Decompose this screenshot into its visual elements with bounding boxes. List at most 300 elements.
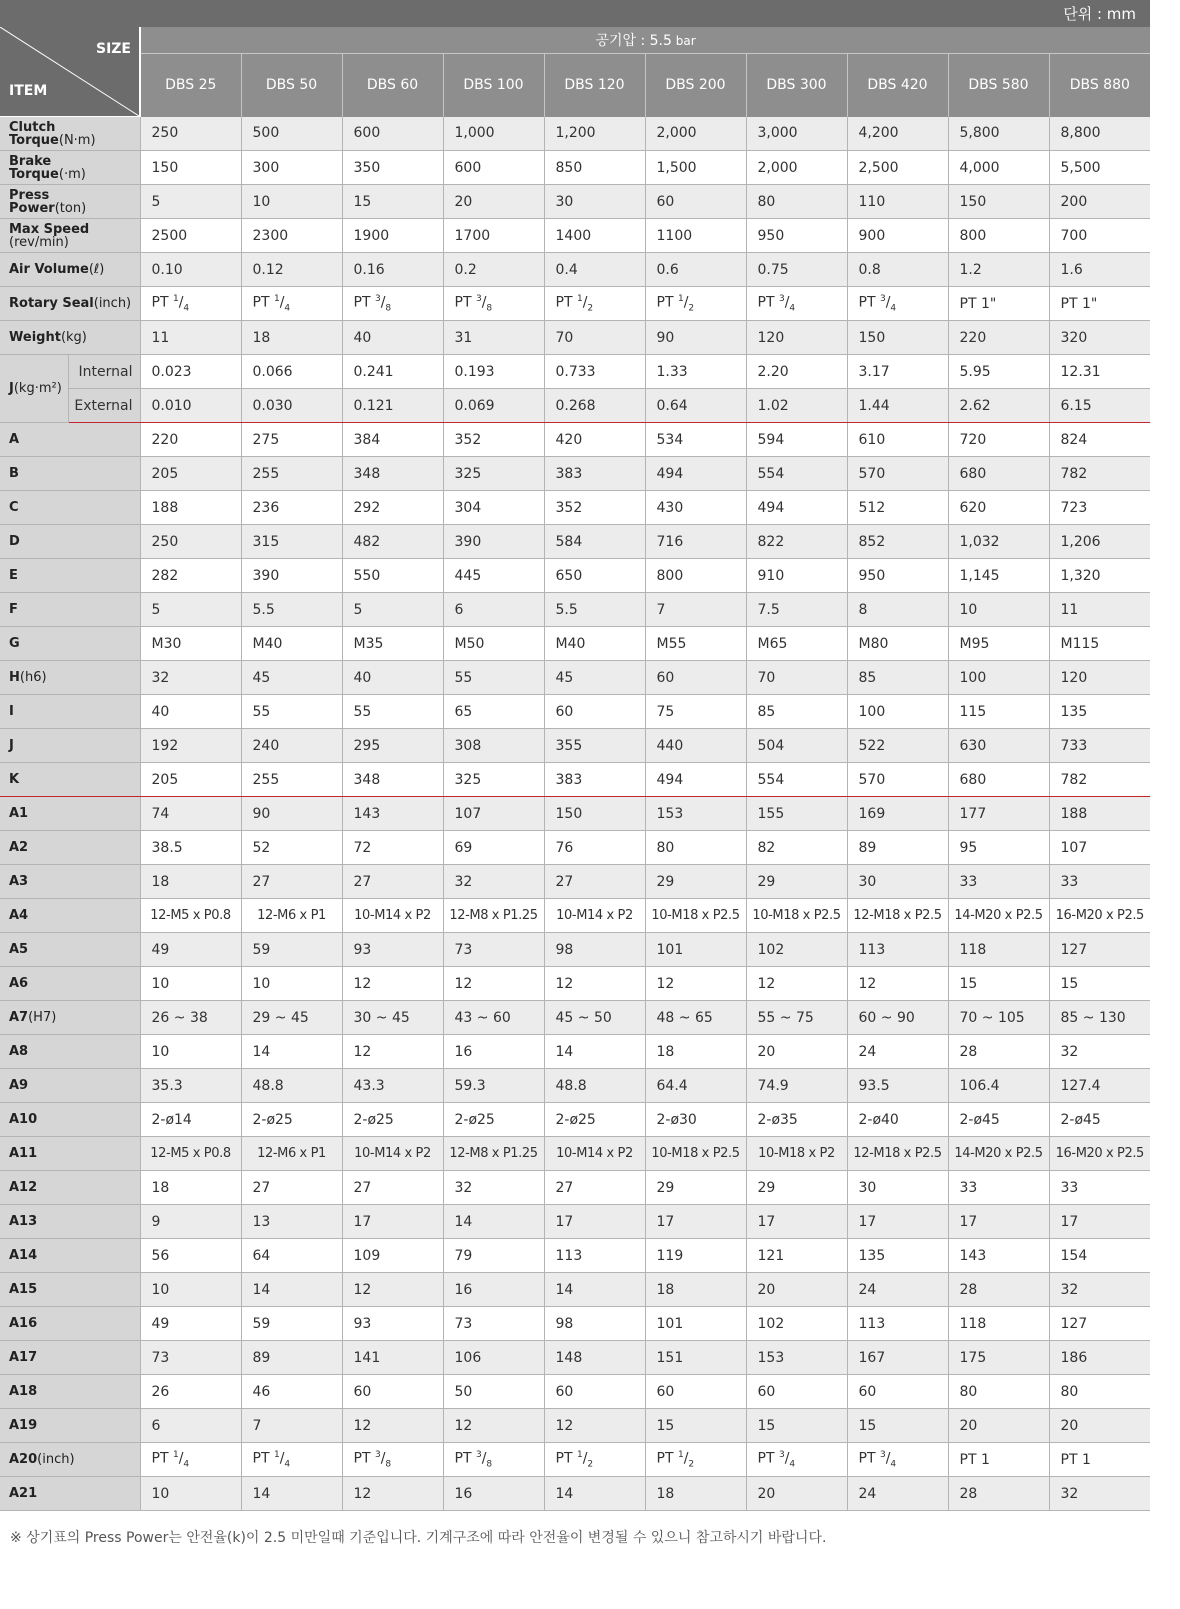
table-cell: 29	[746, 1171, 847, 1205]
row-label	[0, 1273, 140, 1307]
table-cell: 45	[544, 661, 645, 695]
table-cell: M80	[847, 627, 948, 661]
table-cell: 14	[241, 1477, 342, 1511]
table-cell: 143	[948, 1239, 1049, 1273]
table-cell: 8	[847, 593, 948, 627]
table-cell: 355	[544, 729, 645, 763]
row-label-unit: (h6)	[19, 670, 47, 685]
table-cell: 59	[241, 1307, 342, 1341]
table-cell: M35	[342, 627, 443, 661]
table-row	[0, 967, 1150, 1001]
table-cell: 113	[847, 1307, 948, 1341]
spec-table-wrapper	[0, 27, 1150, 1511]
model-header-3: DBS 60	[342, 54, 443, 117]
table-cell: 93	[342, 933, 443, 967]
table-cell: 3,000	[746, 117, 847, 151]
table-cell: M65	[746, 627, 847, 661]
table-row	[0, 763, 1150, 797]
table-cell: 12	[342, 1035, 443, 1069]
table-cell: 554	[746, 457, 847, 491]
table-cell: 186	[1049, 1341, 1150, 1375]
table-cell: 75	[645, 695, 746, 729]
table-row	[0, 865, 1150, 899]
row-label	[0, 865, 140, 899]
table-row	[0, 355, 1150, 389]
row-label-name: A7	[9, 1010, 29, 1025]
model-header-7: DBS 300	[746, 54, 847, 117]
table-cell: 10-M18 x P2.5	[645, 1137, 746, 1171]
table-cell: 500	[241, 117, 342, 151]
table-cell: 17	[342, 1205, 443, 1239]
table-cell: 18	[140, 865, 241, 899]
table-cell: 12-M18 x P2.5	[847, 899, 948, 933]
table-cell: 141	[342, 1341, 443, 1375]
table-cell: 60	[847, 1375, 948, 1409]
table-cell: 33	[1049, 865, 1150, 899]
table-cell: 782	[1049, 763, 1150, 797]
table-cell: 522	[847, 729, 948, 763]
row-label-name: A21	[9, 1486, 38, 1501]
table-cell: 2300	[241, 219, 342, 253]
row-label	[0, 695, 140, 729]
table-cell: 27	[342, 1171, 443, 1205]
table-row	[0, 1001, 1150, 1035]
table-cell: 60	[645, 185, 746, 219]
air-pressure-unit: bar	[671, 34, 696, 49]
row-label	[0, 1239, 140, 1273]
row-label-name: A4	[9, 908, 29, 923]
row-label-name: Air Volume	[9, 262, 89, 277]
table-cell: 6.15	[1049, 389, 1150, 423]
row-label	[0, 661, 140, 695]
row-label	[0, 627, 140, 661]
table-cell: 7	[645, 593, 746, 627]
table-cell: 15	[1049, 967, 1150, 1001]
table-cell: 390	[443, 525, 544, 559]
table-cell: 2-ø35	[746, 1103, 847, 1137]
row-label-unit: (ton)	[54, 200, 87, 216]
model-header-row	[0, 54, 1150, 117]
row-label	[0, 1341, 140, 1375]
table-cell: 12	[342, 1273, 443, 1307]
table-cell: 79	[443, 1239, 544, 1273]
table-cell: 150	[544, 797, 645, 831]
table-cell: 106	[443, 1341, 544, 1375]
table-cell: 10-M18 x P2	[746, 1137, 847, 1171]
table-cell: 255	[241, 763, 342, 797]
table-cell: 64.4	[645, 1069, 746, 1103]
table-cell: PT $^3/_8$	[443, 287, 544, 321]
table-cell: PT 1	[1049, 1443, 1150, 1477]
table-cell: 4,000	[948, 151, 1049, 185]
table-cell: 74	[140, 797, 241, 831]
table-cell: 18	[645, 1035, 746, 1069]
table-cell: 0.16	[342, 253, 443, 287]
row-label-unit: (inch)	[93, 296, 132, 311]
table-cell: 32	[1049, 1273, 1150, 1307]
table-cell: 188	[140, 491, 241, 525]
table-cell: 12	[847, 967, 948, 1001]
table-cell: 584	[544, 525, 645, 559]
table-cell: 20	[746, 1477, 847, 1511]
table-cell: 150	[948, 185, 1049, 219]
table-cell: 852	[847, 525, 948, 559]
table-cell: 275	[241, 423, 342, 457]
table-cell: 700	[1049, 219, 1150, 253]
table-cell: 49	[140, 933, 241, 967]
table-cell: 0.75	[746, 253, 847, 287]
table-cell: 14-M20 x P2.5	[948, 1137, 1049, 1171]
row-label-name: B	[9, 466, 19, 481]
table-cell: 98	[544, 1307, 645, 1341]
table-row	[0, 287, 1150, 321]
table-row	[0, 491, 1150, 525]
table-cell: 27	[544, 1171, 645, 1205]
table-cell: 1,500	[645, 151, 746, 185]
table-cell: 1900	[342, 219, 443, 253]
table-corner-header	[0, 27, 140, 117]
table-cell: 89	[241, 1341, 342, 1375]
table-cell: 69	[443, 831, 544, 865]
table-cell: 110	[847, 185, 948, 219]
table-cell: 14	[544, 1273, 645, 1307]
table-cell: 0.030	[241, 389, 342, 423]
table-cell: 12-M6 x P1	[241, 1137, 342, 1171]
table-row	[0, 321, 1150, 355]
table-cell: 325	[443, 763, 544, 797]
table-cell: 155	[746, 797, 847, 831]
row-label	[0, 253, 140, 287]
table-cell: 16-M20 x P2.5	[1049, 1137, 1150, 1171]
table-cell: 4,200	[847, 117, 948, 151]
spec-table-body	[0, 117, 1150, 1511]
table-cell: 10	[241, 967, 342, 1001]
table-cell: 73	[140, 1341, 241, 1375]
row-label	[0, 1409, 140, 1443]
table-cell: 220	[140, 423, 241, 457]
table-cell: 12	[443, 1409, 544, 1443]
table-cell: PT $^3/_4$	[847, 287, 948, 321]
table-cell: 153	[645, 797, 746, 831]
table-cell: 420	[544, 423, 645, 457]
table-cell: 29	[645, 1171, 746, 1205]
table-cell: 120	[1049, 661, 1150, 695]
row-label-unit: (·m)	[58, 166, 86, 182]
table-cell: 240	[241, 729, 342, 763]
table-cell: 93	[342, 1307, 443, 1341]
table-cell: 46	[241, 1375, 342, 1409]
row-label	[0, 933, 140, 967]
table-cell: 0.10	[140, 253, 241, 287]
table-cell: 43 ~ 60	[443, 1001, 544, 1035]
table-row	[0, 1375, 1150, 1409]
table-cell: 70	[544, 321, 645, 355]
table-cell: 12	[544, 1409, 645, 1443]
table-cell: 188	[1049, 797, 1150, 831]
table-cell: 255	[241, 457, 342, 491]
table-cell: 16-M20 x P2.5	[1049, 899, 1150, 933]
table-cell: 304	[443, 491, 544, 525]
table-cell: 350	[342, 151, 443, 185]
table-cell: 1,032	[948, 525, 1049, 559]
table-cell: 1.02	[746, 389, 847, 423]
table-cell: 5,800	[948, 117, 1049, 151]
footnote: ※ 상기표의 Press Power는 안전율(k)이 2.5 미만일때 기준입니다. 기계구조에 따라 안전율이 변경될 수 있으니 참고하시기 바랍니다.	[10, 1530, 827, 1546]
table-cell: 70 ~ 105	[948, 1001, 1049, 1035]
table-row	[0, 1137, 1150, 1171]
table-cell: 14	[544, 1035, 645, 1069]
row-label-name: A18	[9, 1384, 38, 1399]
model-header-1: DBS 25	[140, 54, 241, 117]
table-cell: 512	[847, 491, 948, 525]
table-cell: M30	[140, 627, 241, 661]
table-cell: 12-M18 x P2.5	[847, 1137, 948, 1171]
row-label-unit: (N·m)	[58, 132, 96, 148]
row-label	[0, 1443, 140, 1477]
table-cell: 14-M20 x P2.5	[948, 899, 1049, 933]
table-cell: 325	[443, 457, 544, 491]
table-cell: 383	[544, 457, 645, 491]
table-cell: 60	[544, 1375, 645, 1409]
table-cell: 550	[342, 559, 443, 593]
row-label-name: A5	[9, 942, 29, 957]
row-label-name-2: Torque	[9, 166, 59, 182]
table-cell: M40	[544, 627, 645, 661]
table-cell: 1.33	[645, 355, 746, 389]
row-label	[0, 1137, 140, 1171]
table-cell: 29	[746, 865, 847, 899]
table-cell: 1,000	[443, 117, 544, 151]
table-cell: 1700	[443, 219, 544, 253]
table-cell: 1.6	[1049, 253, 1150, 287]
table-cell: 205	[140, 763, 241, 797]
table-cell: 85 ~ 130	[1049, 1001, 1150, 1035]
row-label	[0, 423, 140, 457]
table-cell: 12-M8 x P1.25	[443, 1137, 544, 1171]
table-cell: 192	[140, 729, 241, 763]
table-cell: 15	[645, 1409, 746, 1443]
table-cell: 55	[342, 695, 443, 729]
table-cell: 0.010	[140, 389, 241, 423]
table-cell: 0.8	[847, 253, 948, 287]
table-cell: 504	[746, 729, 847, 763]
table-cell: 733	[1049, 729, 1150, 763]
table-cell: 33	[1049, 1171, 1150, 1205]
table-cell: 153	[746, 1341, 847, 1375]
table-row	[0, 1307, 1150, 1341]
row-label-name: A3	[9, 874, 29, 889]
model-header-2: DBS 50	[241, 54, 342, 117]
table-row	[0, 593, 1150, 627]
table-cell: 0.023	[140, 355, 241, 389]
table-cell: 0.12	[241, 253, 342, 287]
table-cell: 2-ø45	[948, 1103, 1049, 1137]
table-cell: 594	[746, 423, 847, 457]
table-cell: PT $^3/_8$	[342, 1443, 443, 1477]
table-cell: 723	[1049, 491, 1150, 525]
model-header-10: DBS 880	[1049, 54, 1150, 117]
table-cell: 20	[443, 185, 544, 219]
table-cell: 52	[241, 831, 342, 865]
table-cell: 15	[847, 1409, 948, 1443]
table-cell: 383	[544, 763, 645, 797]
row-label-name: H	[9, 670, 20, 685]
row-label-unit: (inch)	[37, 1452, 75, 1467]
table-cell: 55 ~ 75	[746, 1001, 847, 1035]
table-cell: 33	[948, 1171, 1049, 1205]
table-cell: M50	[443, 627, 544, 661]
table-cell: 0.121	[342, 389, 443, 423]
table-cell: 10	[140, 967, 241, 1001]
row-label-name: K	[9, 772, 20, 787]
table-cell: 60	[645, 661, 746, 695]
row-label-name: A8	[9, 1044, 29, 1059]
table-cell: 0.069	[443, 389, 544, 423]
table-row	[0, 1409, 1150, 1443]
table-cell: 15	[948, 967, 1049, 1001]
row-label-name: Brake	[9, 153, 52, 169]
row-label-name: A17	[9, 1350, 38, 1365]
table-row	[0, 661, 1150, 695]
row-label-name: A14	[9, 1248, 38, 1263]
row-label	[0, 1307, 140, 1341]
row-label	[0, 729, 140, 763]
table-row	[0, 729, 1150, 763]
table-cell: 18	[645, 1273, 746, 1307]
table-cell: 102	[746, 1307, 847, 1341]
row-label	[0, 525, 140, 559]
table-cell: 494	[645, 457, 746, 491]
table-cell: 300	[241, 151, 342, 185]
table-cell: 32	[1049, 1035, 1150, 1069]
row-label-unit: (H7)	[28, 1010, 57, 1025]
table-cell: 10	[140, 1035, 241, 1069]
table-cell: 56	[140, 1239, 241, 1273]
table-cell: 2500	[140, 219, 241, 253]
inertia-sub-label: Internal	[68, 355, 140, 389]
table-row	[0, 1069, 1150, 1103]
table-row	[0, 185, 1150, 219]
table-cell: 5.95	[948, 355, 1049, 389]
table-row	[0, 1341, 1150, 1375]
table-cell: 16	[443, 1035, 544, 1069]
table-cell: 100	[948, 661, 1049, 695]
table-row	[0, 1171, 1150, 1205]
model-header-9: DBS 580	[948, 54, 1049, 117]
table-cell: 2-ø45	[1049, 1103, 1150, 1137]
table-cell: M95	[948, 627, 1049, 661]
table-cell: 0.193	[443, 355, 544, 389]
row-label-name: C	[9, 500, 19, 515]
row-label	[0, 899, 140, 933]
table-cell: 570	[847, 763, 948, 797]
table-cell: PT $^1/_2$	[544, 1443, 645, 1477]
table-row	[0, 559, 1150, 593]
table-cell: 600	[443, 151, 544, 185]
table-cell: 14	[241, 1035, 342, 1069]
table-cell: 35.3	[140, 1069, 241, 1103]
table-cell: 12	[342, 1477, 443, 1511]
table-cell: 2-ø25	[443, 1103, 544, 1137]
table-row	[0, 389, 1150, 423]
table-cell: 98	[544, 933, 645, 967]
inertia-label-name: J	[9, 381, 14, 396]
row-label	[0, 219, 140, 253]
table-cell: 113	[847, 933, 948, 967]
table-cell: 1.2	[948, 253, 1049, 287]
row-label-name: I	[9, 704, 14, 719]
table-cell: 43.3	[342, 1069, 443, 1103]
row-label	[0, 593, 140, 627]
table-cell: 2-ø25	[241, 1103, 342, 1137]
table-cell: PT $^1/_4$	[241, 287, 342, 321]
table-row	[0, 1477, 1150, 1511]
table-cell: 27	[544, 865, 645, 899]
table-cell: 10-M14 x P2	[342, 899, 443, 933]
table-cell: 85	[746, 695, 847, 729]
row-label	[0, 831, 140, 865]
table-cell: 17	[746, 1205, 847, 1239]
table-cell: 28	[948, 1035, 1049, 1069]
table-cell: 30	[847, 865, 948, 899]
table-cell: 60 ~ 90	[847, 1001, 948, 1035]
table-cell: 6	[443, 593, 544, 627]
table-cell: 12	[342, 967, 443, 1001]
table-cell: 12	[645, 967, 746, 1001]
table-cell: 494	[746, 491, 847, 525]
table-cell: 822	[746, 525, 847, 559]
table-row	[0, 219, 1150, 253]
model-header-5: DBS 120	[544, 54, 645, 117]
table-cell: PT $^3/_4$	[746, 287, 847, 321]
spec-table	[0, 27, 1150, 1511]
table-cell: 5	[140, 593, 241, 627]
table-cell: 2.62	[948, 389, 1049, 423]
table-cell: 32	[443, 1171, 544, 1205]
table-cell: 45	[241, 661, 342, 695]
row-label-name: A6	[9, 976, 29, 991]
table-cell: 200	[1049, 185, 1150, 219]
table-cell: 12-M5 x P0.8	[140, 899, 241, 933]
table-cell: 49	[140, 1307, 241, 1341]
table-cell: 430	[645, 491, 746, 525]
table-cell: 59.3	[443, 1069, 544, 1103]
table-cell: 72	[342, 831, 443, 865]
table-cell: PT $^3/_8$	[443, 1443, 544, 1477]
row-label-name: A2	[9, 840, 29, 855]
row-label	[0, 1069, 140, 1103]
table-cell: 107	[443, 797, 544, 831]
table-cell: 24	[847, 1477, 948, 1511]
table-cell: 348	[342, 763, 443, 797]
table-cell: 24	[847, 1035, 948, 1069]
table-cell: 175	[948, 1341, 1049, 1375]
table-cell: 2-ø40	[847, 1103, 948, 1137]
table-cell: 782	[1049, 457, 1150, 491]
row-label-name: A	[9, 432, 20, 447]
row-label-unit: (rev/min)	[9, 234, 69, 250]
table-cell: 10-M14 x P2	[342, 1137, 443, 1171]
table-cell: M55	[645, 627, 746, 661]
table-row	[0, 457, 1150, 491]
table-cell: 11	[1049, 593, 1150, 627]
table-cell: M115	[1049, 627, 1150, 661]
table-cell: 100	[847, 695, 948, 729]
model-header-4: DBS 100	[443, 54, 544, 117]
table-cell: 127	[1049, 933, 1150, 967]
table-row	[0, 695, 1150, 729]
table-cell: 82	[746, 831, 847, 865]
